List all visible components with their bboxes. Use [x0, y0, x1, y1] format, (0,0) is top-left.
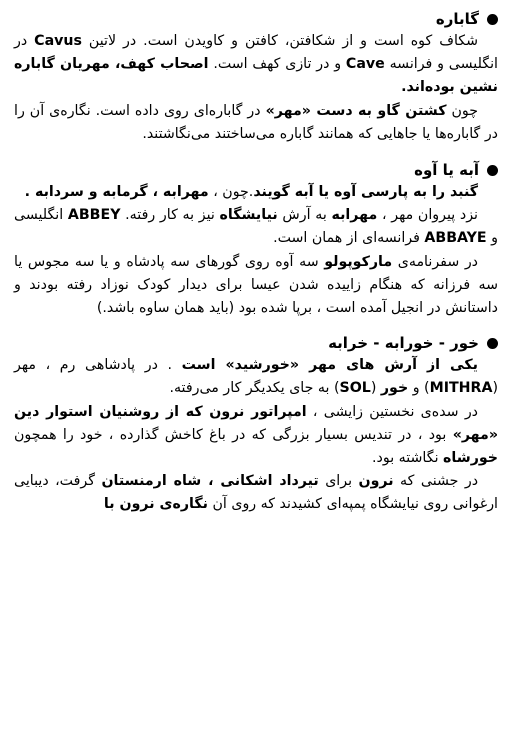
bold-text: مهرابه ، گرمابه و سردابه .	[24, 184, 209, 201]
text: چون	[446, 102, 479, 119]
paragraph	[14, 354, 498, 400]
text: ) و	[408, 380, 430, 397]
latin-term: SOL	[339, 380, 371, 397]
section-gabareh	[14, 8, 498, 146]
text: . در پادشاهی رم ، مهر (	[14, 357, 498, 397]
text: (	[370, 380, 381, 397]
latin-term: Cave	[345, 56, 385, 73]
section-khor	[14, 332, 498, 516]
latin-term: ABBAYE	[424, 230, 487, 247]
bold-text: امپراتور نرون که از روشنیان استوار دین «مهر»	[14, 403, 498, 443]
text: ) به جای یکدیگر کار می‌رفته.	[169, 380, 340, 397]
text: انگلیسی و	[14, 207, 498, 247]
section-heading	[14, 8, 498, 30]
section-title: آبه یا آوه	[414, 161, 479, 180]
paragraph	[14, 470, 498, 516]
text: در جشنی که	[393, 473, 479, 490]
text: در سده‌ی نخستین زایشی ،	[306, 403, 479, 420]
bold-text: خور	[380, 380, 409, 397]
latin-term: ABBEY	[67, 207, 121, 224]
bold-text: نگاره‌ی نرون با	[103, 496, 208, 513]
bold-text: مارکوپولو	[324, 253, 393, 270]
section-title: گاباره	[435, 10, 479, 28]
text: نیز به کار رفته.	[120, 207, 220, 224]
text: در انگلیسی و فرانسه	[14, 33, 498, 73]
bullet-icon	[487, 165, 498, 176]
paragraph	[14, 30, 498, 100]
text: برای	[318, 473, 359, 490]
text: و در تازی کهف است.	[208, 56, 346, 73]
text: فرانسه‌ای از همان است.	[273, 230, 425, 247]
bullet-icon	[487, 338, 498, 349]
paragraph	[14, 204, 498, 250]
bold-text: کشتن گاو به دست «مهر»	[265, 102, 447, 119]
text: بود ، در تندیس بسیار بزرگی که در باغ کاخش گذارده ، خود را همچون	[14, 426, 453, 443]
section-heading	[14, 332, 498, 354]
bullet-icon	[487, 14, 498, 25]
text: در گاباره‌ای روی داده است. نگاره‌ی آن را در گاباره‌ها یا جاهایی که همانند گاباره می‌ساختند می‌نگاشتند.	[14, 102, 498, 142]
latin-term: Cavus	[34, 33, 82, 49]
paragraph	[14, 100, 498, 146]
section-abeh	[14, 159, 498, 320]
paragraph	[14, 181, 498, 204]
text: شکاف کوه است و از شکافتن، کافتن و کاویدن است. در لاتین	[81, 33, 478, 49]
bold-text: گنبد را به پارسی آوه یا آبه گویند	[253, 184, 478, 201]
bold-text: مهرابه	[331, 207, 378, 224]
text: گرفت، دیبایی ارغوانی روی نیایشگاه پمپه‌ای کشیدند که روی آن	[14, 473, 498, 513]
bold-text: نرون	[358, 473, 394, 490]
bold-text: نیایشگاه	[219, 207, 278, 224]
text: نگاشته بود.	[372, 450, 444, 467]
text: .چون ،	[208, 184, 254, 201]
paragraph	[14, 251, 498, 321]
section-title: خور - خورابه - خرابه	[328, 334, 479, 353]
bold-text: خورشاه	[443, 450, 498, 467]
text: سه آوه روی گورهای سه پادشاه و یا سه مجوس یا سه فرزانه که هنگام زاییده شدن عیسا برای دیدار کودک نوزاد رفته بودند و داستانش در انجیل آمده است ، برپا شده بود (باید همان ساوه باشد.)	[14, 253, 498, 317]
text: در سفرنامه‌ی	[392, 253, 478, 270]
text: نزد پیروان مهر ،	[377, 207, 478, 224]
bold-text: تیرداد اشکانی ، شاه ارمنستان	[101, 473, 319, 490]
bold-text: یکی از آرش های مهر «خورشید» است	[181, 357, 478, 374]
latin-term: MITHRA	[429, 380, 493, 397]
bold-text: اصحاب کهف، مهریان گاباره نشین بوده‌اند.	[14, 56, 498, 96]
section-heading	[14, 159, 498, 181]
text: به آرش	[277, 207, 332, 224]
paragraph	[14, 401, 498, 471]
